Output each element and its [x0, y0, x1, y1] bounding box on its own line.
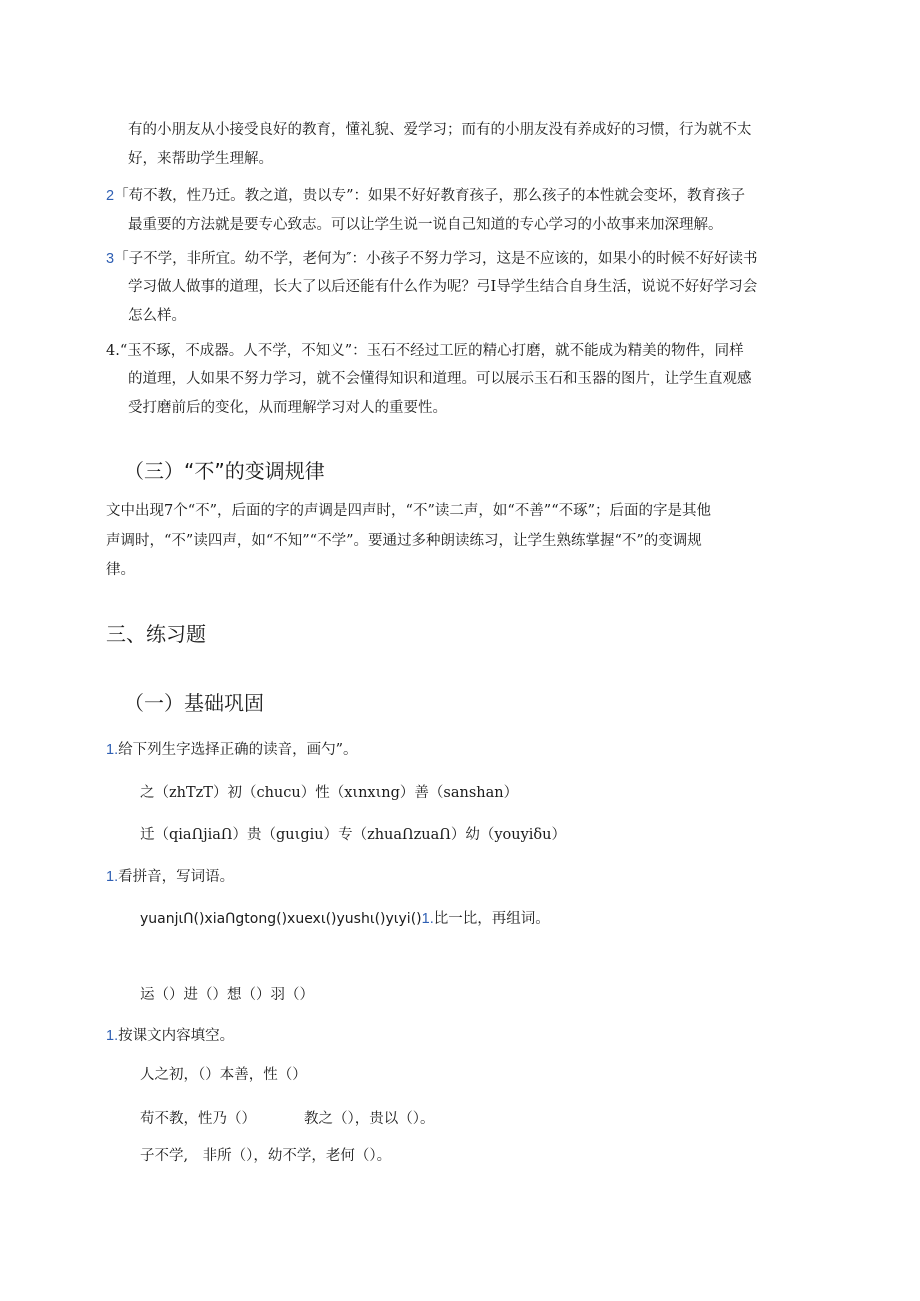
exercise-2-prompt — [106, 863, 234, 892]
exercise-3-compare-line: 运（）进（）想（）羽（） — [140, 987, 314, 1003]
item-4-line-3: 受打磨前后的变化，从而理解学习对人的重要性。 — [128, 400, 447, 416]
item-number: 2 — [106, 188, 115, 204]
exercise-text: 给下列生字选择正确的读音，画勺”。 — [118, 742, 358, 758]
pinyin-choices: 之（zhTzT）初（chucu）性（xιnxιng）善（sanshan） — [140, 785, 519, 801]
exercise-4-line-2b: 教之（），贵以（）。 — [304, 1111, 435, 1127]
exercise-text: 看拼音，写词语。 — [118, 869, 235, 885]
exercise-2-pinyin-line — [140, 905, 550, 934]
item-3-line-1 — [106, 245, 758, 274]
exercise-4-prompt — [106, 1022, 234, 1051]
exercise-number: 1. — [106, 1028, 119, 1044]
exercise-1-prompt — [106, 736, 358, 765]
intro-line-1: 有的小朋友从小接受良好的教育，懂礼貌、爱学习；而有的小朋友没有养成好的习惯，行为就不太 — [128, 122, 752, 138]
subheading-bu-tone: （三）“不”的变调规律 — [124, 459, 325, 483]
exercise-text: 按课文内容填空。 — [118, 1028, 235, 1044]
bu-paragraph-line-2: 声调时，“不”读四声，如“不知”“不学”。要通过多种朗读练习，让学生熟练掌握“不”的变调规 — [106, 533, 702, 549]
item-text: “玉不琢，不成器。人不学，不知义”：玉石不经过工匠的精心打磨，就不能成为精美的物件，同样 — [119, 343, 744, 359]
bu-paragraph-line-3: 律。 — [106, 562, 135, 578]
exercise-1-line-1 — [140, 779, 518, 808]
pinyin-words: yuanjιՈ()xiaՈgtong()xuexι()yushι()yιyi() — [140, 911, 422, 927]
item-number: 4. — [106, 343, 120, 359]
item-2-line-2: 最重要的方法就是要专心致志。可以让学生说一说自己知道的专心学习的小故事来加深理解。 — [128, 217, 723, 233]
subheading-basic: （一）基础巩固 — [124, 691, 264, 715]
pinyin-choices: 迁（qiaՈjiaՈ）贵（guιgiu）专（zhuaՈzuaՈ）幼（youyiδu） — [140, 827, 566, 843]
item-4-line-2: 的道理，人如果不努力学习，就不会懂得知识和道理。可以展示玉石和玉器的图片，让学生直观感 — [128, 371, 752, 387]
intro-line-2: 好，来帮助学生理解。 — [128, 151, 273, 167]
exercise-4-line-3: 子不学, 非所（），幼不学，老何（）。 — [140, 1148, 392, 1164]
section-heading-exercises: 三、练习题 — [106, 622, 206, 646]
item-3-line-3: 怎么样。 — [128, 308, 186, 324]
item-4-line-1 — [106, 337, 744, 366]
item-3-line-2: 学习做人做事的道理，长大了以后还能有什么作为呢？弓I导学生结合自身生活，说说不好好学习会 — [128, 279, 758, 295]
item-number: 3 — [106, 251, 115, 267]
exercise-number: 1. — [106, 742, 119, 758]
exercise-1-line-2 — [140, 821, 566, 850]
bu-paragraph-line-1: 文中出现7个“不”，后面的字的声调是四声时，“不”读二声，如“不善”“不琢”；后面的字是其他 — [106, 503, 712, 519]
item-text: 「苟不教，性乃迁。教之道，贵以专”：如果不好好教育孩子，那么孩子的本性就会变坏，教育孩子 — [114, 188, 745, 204]
exercise-number: 1. — [421, 911, 434, 927]
item-2-line-1 — [106, 182, 745, 211]
exercise-4-line-1: 人之初，（）本善，性（） — [140, 1067, 307, 1083]
item-text: 「子不学，非所宜。幼不学，老何为″：小孩子不努力学习，这是不应该的，如果小的时候不好好读书 — [114, 251, 758, 267]
exercise-text: 比一比，再组词。 — [433, 911, 550, 927]
exercise-number: 1. — [106, 869, 119, 885]
exercise-4-line-2a: 苟不教，性乃（） — [140, 1111, 256, 1127]
